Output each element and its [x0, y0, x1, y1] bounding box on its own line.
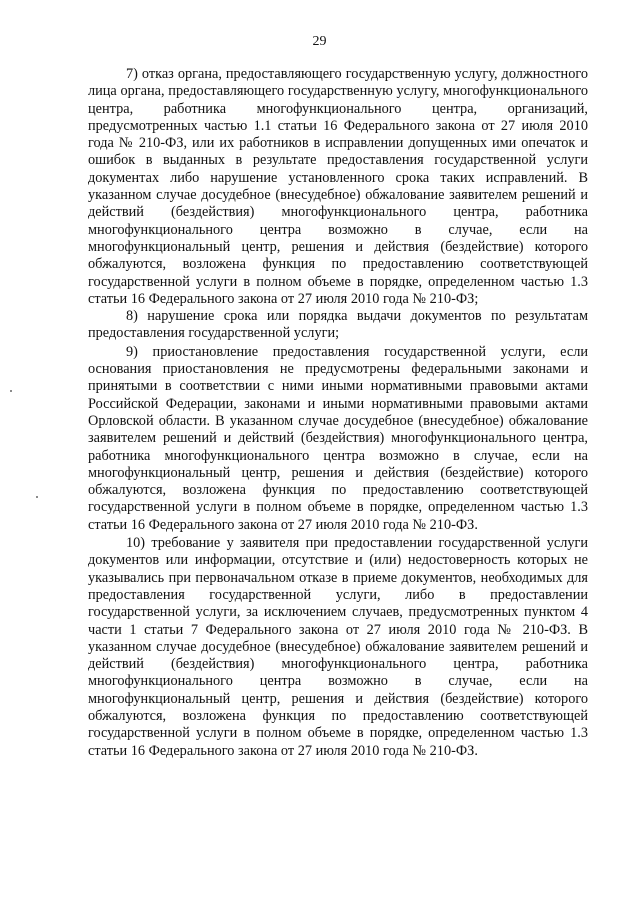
paragraph-item-8: 8) нарушение срока или порядка выдачи документов по результатам предоставления государственной услуги; [88, 308, 588, 342]
paragraph-item-10: 10) требование у заявителя при предоставлении государственной услуги документов или информации, отсутствие и (или) недостоверность которых не указывались при первоначальном отказе в приеме документов, необходимых для предоставления государственной услуги, либо в предоставлении государственной услуги, за исключением случаев, предусмотренных пунктом 4 части 1 статьи 7 Федерального закона от 27 июля 2010 года № 210-ФЗ. В указанном случае досудебное (внесудебное) обжалование заявителем решений и действий (бездействия) многофункционального центра, работника многофункционального центра возможно в случае, если на многофункциональный центр, решения и действия (бездействие) которого обжалуются, возложена функция по предоставлению соответствующей государственной услуги в полном объеме в порядке, определенном частью 1.3 статьи 16 Федерального закона от 27 июля 2010 года № 210-ФЗ. [88, 535, 588, 759]
paragraph-item-9: 9) приостановление предоставления государственной услуги, если основания приостановления не предусмотрены федеральными законами и принятыми в соответствии с ними иными нормативными правовыми актами Российской Федерации, законами и иными нормативными правовыми актами Орловской области. В указанном случае досудебное (внесудебное) обжалование заявителем решений и действий (бездействия) многофункционального центра, работника многофункционального центра возможно в случае, если на многофункциональный центр, решения и действия (бездействие) которого обжалуются, возложена функция по предоставлению соответствующей государственной услуги в полном объеме в порядке, определенном частью 1.3 статьи 16 Федерального закона от 27 июля 2010 года № 210-ФЗ. [88, 343, 588, 533]
document-body [88, 66, 588, 760]
scan-speck [10, 390, 12, 392]
scan-speck [36, 496, 38, 498]
page-number: 29 [312, 34, 327, 49]
paragraph-item-7: 7) отказ органа, предоставляющего государственную услугу, должностного лица органа, предоставляющего государственную услугу, многофункционального центра, работника многофункционального центра, организаций, предусмотренных частью 1.1 статьи 16 Федерального закона от 27 июля 2010 года № 210-ФЗ, или их работников в исправлении допущенных ими опечаток и ошибок в выданных в результате предоставления государственной услуги документах либо нарушение установленного срока таких исправлений. В указанном случае досудебное (внесудебное) обжалование заявителем решений и действий (бездействия) многофункционального центра, работника многофункционального центра возможно в случае, если на многофункциональный центр, решения и действия (бездействие) которого обжалуются, возложена функция по предоставлению соответствующей государственной услуги в полном объеме в порядке, определенном частью 1.3 статьи 16 Федерального закона от 27 июля 2010 года № 210-ФЗ; [88, 66, 588, 307]
